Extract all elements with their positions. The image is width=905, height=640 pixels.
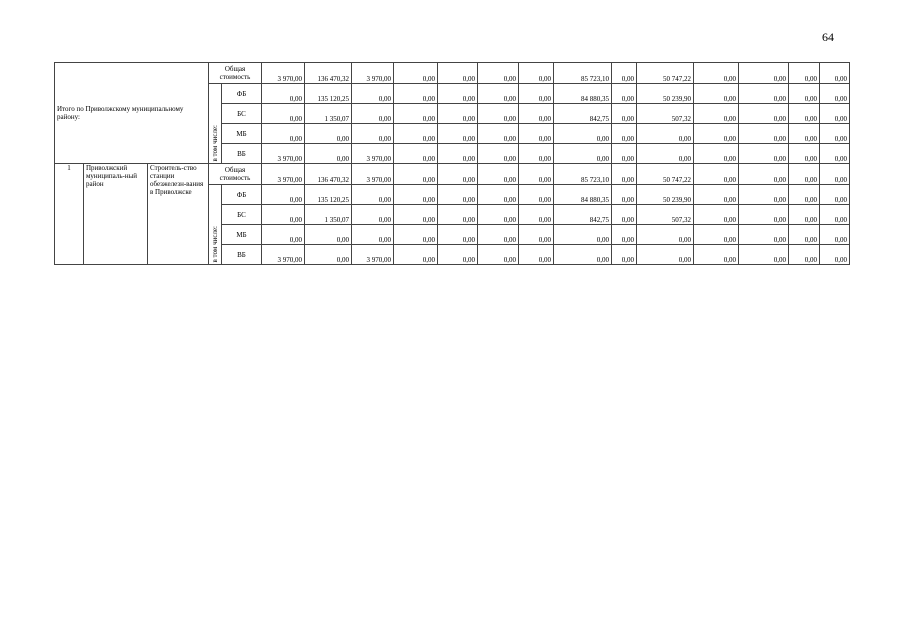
table-cell: 0,00 <box>612 245 637 265</box>
table-cell: 0,00 <box>820 104 850 124</box>
table-cell: 0,00 <box>739 205 789 225</box>
bs-label: БС <box>222 104 262 124</box>
vb-label: ВБ <box>222 245 262 265</box>
table-cell: 50 239,90 <box>637 84 694 104</box>
table-cell: 0,00 <box>394 245 438 265</box>
table-cell: 0,00 <box>694 84 739 104</box>
table-cell: 135 120,25 <box>305 84 352 104</box>
table-cell: 3 970,00 <box>262 245 305 265</box>
budget-table <box>54 62 850 265</box>
table-cell: 0,00 <box>438 104 478 124</box>
table-cell: 0,00 <box>820 124 850 144</box>
table-cell: 0,00 <box>554 124 612 144</box>
table-cell: 3 970,00 <box>262 164 305 185</box>
table-cell: 0,00 <box>352 84 394 104</box>
table-cell: 0,00 <box>612 63 637 84</box>
table-cell: 0,00 <box>438 245 478 265</box>
table-cell: 0,00 <box>519 144 554 164</box>
table-cell: 0,00 <box>694 164 739 185</box>
table-cell: 0,00 <box>478 84 519 104</box>
table-cell: 0,00 <box>789 124 820 144</box>
table-cell: 0,00 <box>352 225 394 245</box>
table-cell: 0,00 <box>478 205 519 225</box>
table-cell: 0,00 <box>637 225 694 245</box>
table-cell: 0,00 <box>519 104 554 124</box>
table-cell: 0,00 <box>820 63 850 84</box>
table-cell: 0,00 <box>789 245 820 265</box>
table-cell: 0,00 <box>789 104 820 124</box>
table-cell: 0,00 <box>478 185 519 205</box>
table-cell: 0,00 <box>394 225 438 245</box>
table-cell: 0,00 <box>394 104 438 124</box>
table-cell: 0,00 <box>305 144 352 164</box>
table-cell: 0,00 <box>352 104 394 124</box>
table-cell: 135 120,25 <box>305 185 352 205</box>
table-cell: 0,00 <box>694 104 739 124</box>
table-cell: 84 880,35 <box>554 185 612 205</box>
table-cell: 0,00 <box>789 84 820 104</box>
table-cell: 0,00 <box>478 124 519 144</box>
table-cell: 0,00 <box>554 245 612 265</box>
table-cell: 85 723,10 <box>554 63 612 84</box>
table-cell: 0,00 <box>305 225 352 245</box>
table-cell: 0,00 <box>352 205 394 225</box>
table-cell: 3 970,00 <box>352 245 394 265</box>
table-cell: 0,00 <box>519 164 554 185</box>
item-object: Строитель-ство станции обезжелезн-вания в Приволжске <box>148 164 209 265</box>
table-cell: 0,00 <box>694 63 739 84</box>
table-cell: 3 970,00 <box>352 144 394 164</box>
table-cell: 0,00 <box>262 225 305 245</box>
table-cell: 0,00 <box>739 84 789 104</box>
table-cell: 0,00 <box>554 225 612 245</box>
table-cell: 0,00 <box>739 124 789 144</box>
table-cell: 0,00 <box>820 185 850 205</box>
table-cell: 0,00 <box>612 164 637 185</box>
general-cost-label: Общая стоимость <box>209 63 262 84</box>
mb-label: МБ <box>222 225 262 245</box>
table-cell: 0,00 <box>820 164 850 185</box>
table-cell: 136 470,32 <box>305 63 352 84</box>
table-cell: 0,00 <box>820 245 850 265</box>
table-cell: 0,00 <box>694 245 739 265</box>
item-district: Приволжский муниципаль-ный район <box>84 164 148 265</box>
table-cell: 0,00 <box>789 205 820 225</box>
table-cell: 50 747,22 <box>637 164 694 185</box>
table-cell: 0,00 <box>438 185 478 205</box>
table-cell: 0,00 <box>789 185 820 205</box>
table-cell: 0,00 <box>438 63 478 84</box>
table-cell: 0,00 <box>789 63 820 84</box>
table-cell: 0,00 <box>519 84 554 104</box>
table-cell: 50 747,22 <box>637 63 694 84</box>
table-cell: 0,00 <box>739 164 789 185</box>
table-cell: 0,00 <box>612 205 637 225</box>
total-section <box>55 63 850 164</box>
table-cell: 1 350,07 <box>305 104 352 124</box>
table-cell: 85 723,10 <box>554 164 612 185</box>
vb-label: ВБ <box>222 144 262 164</box>
table-cell: 3 970,00 <box>262 63 305 84</box>
table-cell: 0,00 <box>820 205 850 225</box>
fb-label: ФБ <box>222 84 262 104</box>
page-number: 64 <box>822 30 834 44</box>
table-cell: 0,00 <box>394 63 438 84</box>
table-cell: 0,00 <box>438 164 478 185</box>
table-cell: 3 970,00 <box>262 144 305 164</box>
table-cell: 136 470,32 <box>305 164 352 185</box>
table-cell: 0,00 <box>554 144 612 164</box>
table-cell: 1 350,07 <box>305 205 352 225</box>
table-cell: 0,00 <box>394 205 438 225</box>
table-cell: 0,00 <box>637 124 694 144</box>
table-cell: 0,00 <box>694 144 739 164</box>
table-cell: 0,00 <box>637 245 694 265</box>
bs-label: БС <box>222 205 262 225</box>
table-cell: 0,00 <box>694 185 739 205</box>
item-number: 1 <box>55 164 84 265</box>
table-cell: 0,00 <box>394 185 438 205</box>
table-cell: 0,00 <box>394 144 438 164</box>
table-cell: 0,00 <box>352 185 394 205</box>
table-cell: 0,00 <box>262 205 305 225</box>
table-cell: 507,32 <box>637 205 694 225</box>
table-cell: 0,00 <box>612 104 637 124</box>
table-cell: 0,00 <box>478 144 519 164</box>
table-cell: 0,00 <box>612 124 637 144</box>
table-cell: 0,00 <box>739 185 789 205</box>
table-cell: 84 880,35 <box>554 84 612 104</box>
table-cell: 0,00 <box>519 124 554 144</box>
table-cell: 0,00 <box>820 84 850 104</box>
table-cell: 0,00 <box>694 124 739 144</box>
table-cell: 0,00 <box>478 104 519 124</box>
table-cell: 0,00 <box>739 144 789 164</box>
general-cost-label: Общая стоимость <box>209 164 262 185</box>
table-cell: 0,00 <box>478 164 519 185</box>
total-row-label: Итого по Приволжскому муниципальному району: <box>55 63 209 164</box>
in-total-label: в том числе: <box>209 185 222 265</box>
table-cell: 0,00 <box>519 245 554 265</box>
table-cell: 0,00 <box>789 164 820 185</box>
table-cell: 0,00 <box>789 225 820 245</box>
table-cell: 0,00 <box>305 245 352 265</box>
table-cell: 0,00 <box>478 63 519 84</box>
table-cell: 0,00 <box>438 225 478 245</box>
table-cell: 0,00 <box>438 144 478 164</box>
table-cell: 0,00 <box>694 205 739 225</box>
table-cell: 0,00 <box>519 205 554 225</box>
table-cell: 0,00 <box>352 124 394 144</box>
table-cell: 842,75 <box>554 104 612 124</box>
total-general-row <box>55 63 850 84</box>
mb-label: МБ <box>222 124 262 144</box>
in-total-label: в том числе: <box>209 84 222 164</box>
table-cell: 0,00 <box>612 84 637 104</box>
table-cell: 0,00 <box>739 104 789 124</box>
table-cell: 0,00 <box>478 245 519 265</box>
table-cell: 50 239,90 <box>637 185 694 205</box>
table-cell: 0,00 <box>519 225 554 245</box>
table-cell: 842,75 <box>554 205 612 225</box>
table-cell: 3 970,00 <box>352 63 394 84</box>
table-cell: 0,00 <box>438 84 478 104</box>
table-cell: 0,00 <box>305 124 352 144</box>
table-cell: 507,32 <box>637 104 694 124</box>
table-cell: 0,00 <box>394 84 438 104</box>
table-cell: 0,00 <box>739 225 789 245</box>
table-cell: 3 970,00 <box>352 164 394 185</box>
table-cell: 0,00 <box>820 225 850 245</box>
table-cell: 0,00 <box>478 225 519 245</box>
item-section <box>55 164 850 265</box>
table-cell: 0,00 <box>789 144 820 164</box>
table-cell: 0,00 <box>694 225 739 245</box>
table-cell: 0,00 <box>262 104 305 124</box>
table-cell: 0,00 <box>612 144 637 164</box>
table-cell: 0,00 <box>262 185 305 205</box>
table-cell: 0,00 <box>519 185 554 205</box>
table-cell: 0,00 <box>438 124 478 144</box>
table-cell: 0,00 <box>394 164 438 185</box>
table-cell: 0,00 <box>739 63 789 84</box>
table-cell: 0,00 <box>519 63 554 84</box>
table-cell: 0,00 <box>637 144 694 164</box>
table-cell: 0,00 <box>394 124 438 144</box>
table-cell: 0,00 <box>612 185 637 205</box>
item-general-row <box>55 164 850 185</box>
table-cell: 0,00 <box>262 124 305 144</box>
table-cell: 0,00 <box>262 84 305 104</box>
table-cell: 0,00 <box>612 225 637 245</box>
table-cell: 0,00 <box>739 245 789 265</box>
fb-label: ФБ <box>222 185 262 205</box>
table-cell: 0,00 <box>820 144 850 164</box>
table-cell: 0,00 <box>438 205 478 225</box>
